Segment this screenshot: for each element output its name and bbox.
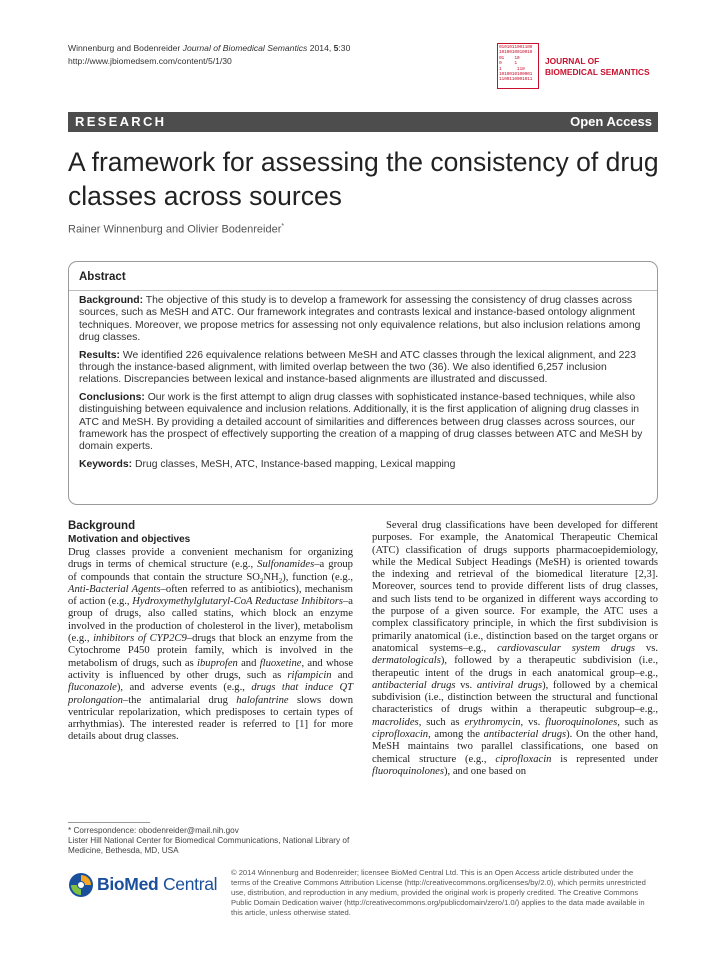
citation-year: 2014, (309, 43, 332, 53)
citation-pages: :30 (338, 43, 351, 53)
italic-term: inhibitors of CYP2C9 (93, 633, 187, 645)
footnote (68, 826, 353, 857)
italic-term: cardiovascular system drugs (497, 642, 636, 654)
text-run: NH (263, 571, 279, 583)
abstract-keywords: Keywords: Drug classes, MeSH, ATC, Instance-based mapping, Lexical mapping (79, 458, 456, 470)
article-title: A framework for assessing the consistency of drug classes across sources (68, 147, 659, 211)
text-run: –a group of drugs, also called statins, which block an enzyme involved in the production of cholesterol in the liver), metabolism (e.g., (68, 596, 353, 645)
italic-term: antibacterial drugs (372, 679, 456, 691)
text-run: ), followed by a chemical subdivision (i.e., distinction between the structural and functional characteristics of drugs within a therapeutic subgroup–e.g., (372, 679, 658, 716)
binary-code-icon: 0101011001100 1010010010010 01 10 0 1 1 110 1010010100001 1100110001011 (497, 43, 539, 89)
subscript: 2 (259, 576, 264, 585)
text-run: ). On the other hand, MeSH maintains two parallel classifications, one based on chemical structure (e.g., (372, 729, 658, 765)
citation-line (68, 42, 350, 55)
abstract-results: Results: We identified 226 equivalence relations between MeSH and ATC classes through the lexical alignment, and 223 through the instance-based alignment, with limited overlap between the two (36). We also identified 6,257 inclusion relations. Discrepancies between lexical and instance-based alignments are illustrated and discussed. (79, 349, 636, 386)
publisher-logo (68, 870, 218, 902)
text-run: is represented under (551, 753, 659, 765)
text-run: , among the (428, 729, 484, 741)
corresponding-author-mark: * (281, 223, 285, 230)
citation-journal: Journal of Biomedical Semantics (182, 43, 308, 53)
subscript: 2 (278, 576, 283, 585)
italic-term: Anti-Bacterial Agents (68, 583, 161, 595)
citation-authors: Winnenburg and Bodenreider (68, 43, 181, 53)
text-run: Drug classes provide a convenient mechanism for organizing drugs in terms of chemical structure (e.g., (68, 547, 353, 571)
footnote-divider (68, 822, 150, 823)
body-right-column (372, 520, 658, 778)
italic-term: antiviral drugs (476, 679, 543, 691)
italic-term: ciprofloxacin (495, 753, 552, 765)
article-url[interactable]: http://www.jbiomedsem.com/content/5/1/30 (68, 55, 232, 66)
abstract-heading: Abstract (79, 271, 126, 283)
journal-citation (68, 42, 350, 67)
section-heading: Background (68, 520, 136, 532)
author-affiliation: Lister Hill National Center for Biomedical Communications, National Library of Medicine, Bethesda, MD, USA (68, 836, 350, 856)
text-run: , vs. (520, 716, 546, 728)
logo-line-2: BIOMEDICAL SEMANTICS (545, 66, 650, 77)
text-run: –often referred to as antibiotics), mechanism of action (e.g., (68, 583, 353, 608)
text-run: slows down ventricular repolarization, which predisposes to certain types of arrhythmias). The interested reader is referred to [1] for more details about drug classes. (68, 694, 353, 743)
text-run: , and whose activity is influenced by other drugs, such as (68, 657, 354, 681)
italic-term: dermatologicals (372, 655, 441, 667)
author-names: Rainer Winnenburg and Olivier Bodenreider (68, 223, 282, 236)
biomed-central-swirl-icon (68, 872, 94, 898)
logo-line-1: JOURNAL OF (545, 56, 600, 66)
italic-term: fluoxetine (259, 657, 302, 669)
journal-logo-text (545, 56, 650, 77)
italic-term: rifampicin (287, 669, 332, 681)
italic-term: fluoroquinolones (545, 716, 618, 728)
abstract-body (79, 295, 649, 476)
italic-term: halofantrine (236, 694, 289, 706)
text-run: –drugs that block an enzyme from the Cytochrome P450 protein family, which is involved in the metabolism of drugs, such as (68, 633, 353, 669)
text-run: –the antimalarial drug (122, 694, 237, 706)
italic-term: fluoroquinolones (372, 765, 444, 777)
text-run: and (331, 669, 353, 681)
text-run: vs. (455, 679, 477, 691)
citation-volume: 5 (333, 43, 339, 53)
body-left-column (68, 520, 353, 744)
italic-term: drugs that induce QT prolongation (68, 682, 353, 706)
italic-term: macrolides (372, 716, 419, 728)
article-type-banner (68, 112, 658, 132)
text-run: , such as (617, 716, 658, 728)
text-run: vs. (635, 642, 658, 654)
abstract-box (68, 261, 658, 505)
correspondence-email: * Correspondence: obodenreider@mail.nih.gov (68, 826, 239, 835)
text-run: Several drug classifications have been developed for different purposes. For example, the Anatomical Therapeutic Chemical (ATC) classification of drugs supports pharmacoepidemiology, while the Medical Subject Headings (MeSH) is oriented towards the indexing and retrieval of the biomedical literature [2,3]. Moreover, sources tend to provide different lists of drug classes, and such lists tend to be organized in different ways according to the purpose of a given source. For example, the ATC uses a complex classificatory principle, in which the first subdivision is primarily anatomical (i.e., distinction based on the target organs or anatomical systems–e.g., (372, 520, 658, 654)
license-notice: © 2014 Winnenburg and Bodenreider; licensee BioMed Central Ltd. This is an Open Access article distributed under the terms of the Creative Commons Attribution License (http://creativecommons.org/licenses/by/2.0), which permits unrestricted use, distribution, and reproduction in any medium, provided the original work is properly credited. The Creative Commons Public Domain Dedication waiver (http://creativecommons.org/publicdomain/zero/1.0/) applies to the data made available in this article, unless otherwise stated. (231, 868, 646, 918)
abstract-background: Background: The objective of this study is to develop a framework for assessing the consistency of drug classes across sources, such as MeSH and ATC. Our framework integrates and contrasts lexical and instance-based ontology alignment techniques. Moreover, we propose metrics for assessing not only equivalence relations, but also inclusion relations among drug classes. (79, 295, 641, 344)
text-run: ), followed by a therapeutic subdivision (i.e., therapeutic intent of the drugs in each anatomical group–e.g., (372, 655, 658, 679)
publisher-name: BioMed Central (97, 874, 218, 894)
text-run: ), and adverse events (e.g., (116, 682, 252, 694)
body-paragraph-left (68, 547, 353, 744)
italic-term: erythromycin (464, 716, 521, 728)
italic-term: Sulfonamides (257, 559, 315, 571)
italic-term: ciprofloxacin (372, 729, 429, 741)
text-run: –a group of compounds that contain the structure SO (68, 559, 353, 583)
italic-term: ibuprofen (197, 657, 238, 669)
italic-term: Hydroxymethylglutaryl-CoA Reductase Inhibitors (132, 596, 343, 608)
journal-logo (497, 43, 657, 89)
article-type-label: RESEARCH (75, 114, 167, 129)
abstract-conclusions: Conclusions: Our work is the first attempt to align drug classes with sophisticated instance-based techniques, while also distinguishing between equivalence and inclusion relations. Additionally, it is the first application of aligning drug classes in ATC and MeSH. By providing a detailed account of similarities and differences between drug classes across sources, our framework has the prospect of effectively supporting the creation of a mapping of drug classes between ATC and MeSH by domain experts. (79, 391, 643, 453)
text-run: , such as (418, 716, 465, 728)
text-run: ), and one based on (444, 765, 527, 777)
author-list (68, 223, 284, 236)
text-run: and (237, 657, 260, 669)
text-run: ), function (e.g., (282, 571, 353, 583)
abstract-divider (69, 290, 657, 291)
italic-term: antibacterial drugs (483, 729, 567, 741)
subsection-heading: Motivation and objectives (68, 534, 191, 545)
body-paragraph-right (372, 520, 658, 778)
italic-term: fluconazole (68, 682, 117, 694)
open-access-label: Open Access (570, 114, 652, 129)
